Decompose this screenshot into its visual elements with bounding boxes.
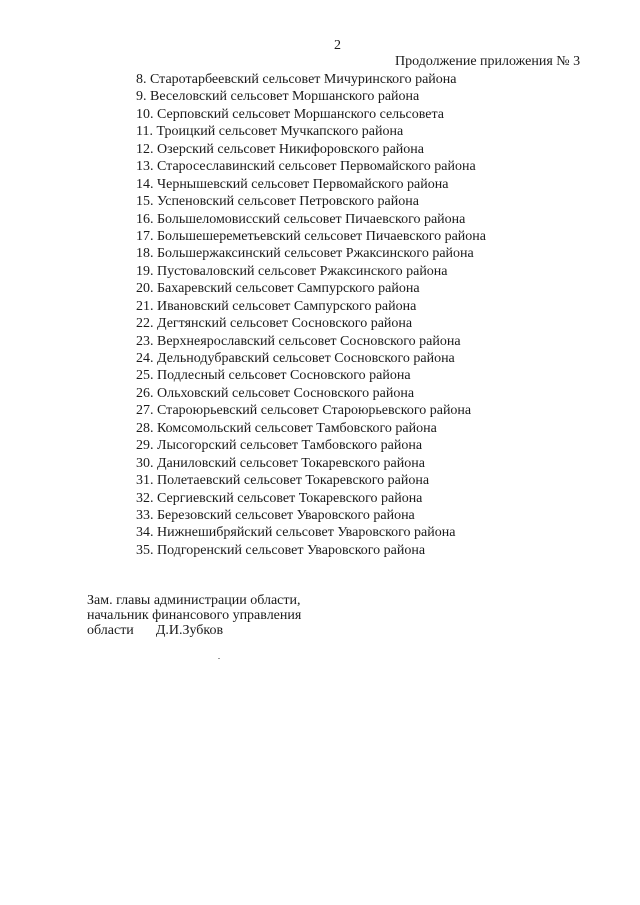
district-list [136,71,486,559]
list-item: 27. Староюрьевский сельсовет Староюрьевского района [136,403,472,419]
signatory-position-line1: Зам. главы администрации области, [87,593,301,608]
list-item: 9. Веселовский сельсовет Моршанского района [136,89,420,105]
signatory-position-line3 [87,623,301,638]
list-item: 12. Озерский сельсовет Никифоровского района [136,141,425,157]
list-item: 14. Чернышевский сельсовет Первомайского района [136,176,449,192]
page-number: 2 [334,38,341,53]
list-item: 34. Нижнешибряйский сельсовет Уваровского района [136,525,456,541]
list-item: 30. Даниловский сельсовет Токаревского района [136,455,425,471]
list-item: 29. Лысогорский сельсовет Тамбовского района [136,438,423,454]
signature-block [87,593,301,638]
scan-speck [218,658,220,659]
list-item: 19. Пустоваловский сельсовет Ржаксинского района [136,263,448,279]
list-item: 24. Дельнодубравский сельсовет Сосновского района [136,351,455,366]
signatory-position-line3-text: области [87,623,134,638]
list-item: 8. Старотарбеевский сельсовет Мичуринского района [136,72,457,87]
list-item: 13. Старосеславинский сельсовет Первомайского района [136,159,476,175]
list-item: 31. Полетаевский сельсовет Токаревского района [136,473,430,489]
list-item: 32. Сергиевский сельсовет Токаревского района [136,490,423,506]
signatory-position-line2: начальник финансового управления [87,608,302,623]
signatory-name: Д.И.Зубков [155,623,224,638]
list-item: 22. Дегтянский сельсовет Сосновского района [136,316,413,332]
list-item: 33. Березовский сельсовет Уваровского района [136,507,415,523]
list-item: 35. Подгоренский сельсовет Уваровского района [136,542,426,558]
list-item: 25. Подлесный сельсовет Сосновского района [136,368,411,384]
list-item: 21. Ивановский сельсовет Сампурского района [136,298,417,314]
list-item: 26. Ольховский сельсовет Сосновского района [136,385,415,401]
list-item: 10. Серповский сельсовет Моршанского сельсовета [136,106,444,122]
list-item: 23. Верхнеярославский сельсовет Сосновского района [136,333,461,349]
list-item: 28. Комсомольский сельсовет Тамбовского района [136,420,437,436]
appendix-title: Продолжение приложения № 3 [395,54,581,69]
list-item: 16. Большеломовисский сельсовет Пичаевского района [136,211,466,227]
list-item: 15. Успеновский сельсовет Петровского района [136,194,419,210]
list-item: 18. Большержаксинский сельсовет Ржаксинского района [136,246,474,262]
list-item: 17. Большешереметьевский сельсовет Пичаевского района [136,228,486,244]
list-item: 20. Бахаревский сельсовет Сампурского района [136,281,420,297]
list-item: 11. Троицкий сельсовет Мучкапского района [136,124,404,140]
